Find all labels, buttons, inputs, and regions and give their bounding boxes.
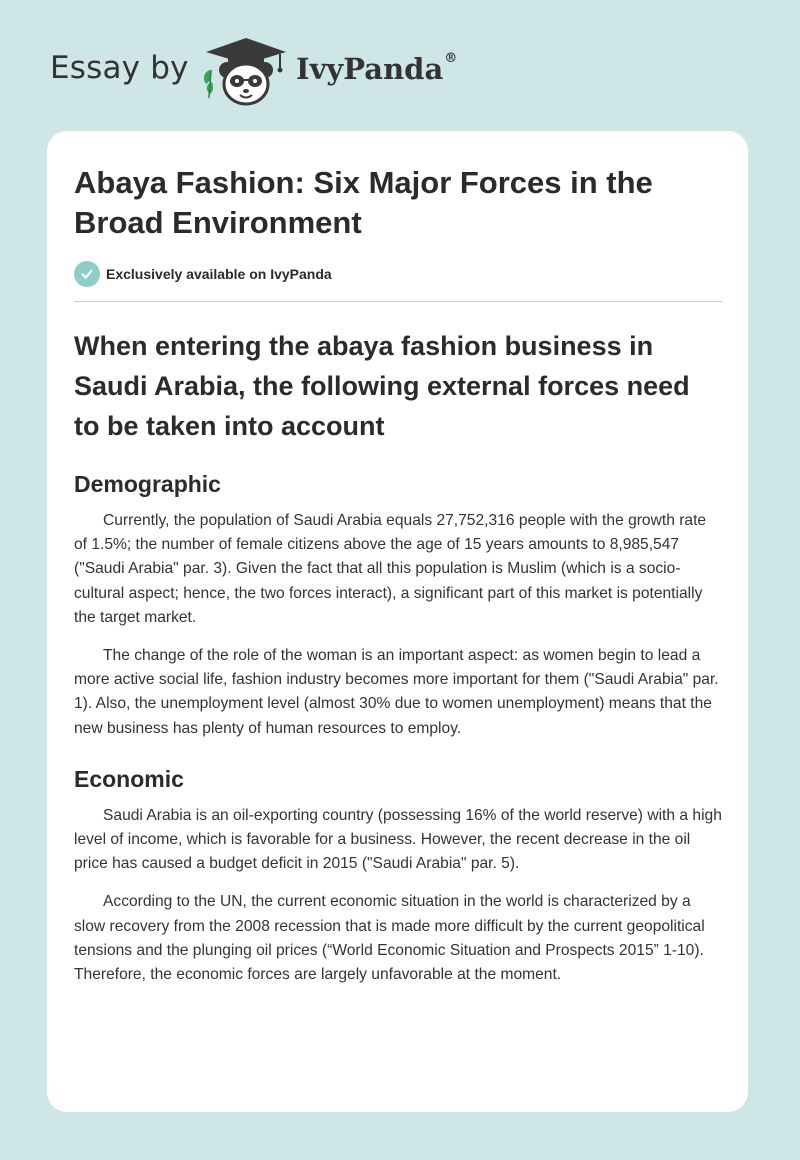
badge-text: Exclusively available on IvyPanda	[106, 266, 332, 282]
paragraph: The change of the role of the woman is an important aspect: as women begin to lead a more active social life, fashion industry becomes more important for them ("Saudi Arabia" par. 1). Also, the unemployment level (almost 30% due to women unemployment) means that the new business has plenty of human resources to employ.	[74, 647, 719, 737]
exclusive-badge	[74, 259, 722, 289]
panda-graduate-icon	[200, 34, 292, 108]
trademark-symbol: ®	[444, 51, 458, 67]
brand-prefix: Essay by	[50, 50, 189, 86]
check-circle-icon	[74, 261, 100, 287]
brand-name[interactable]	[296, 52, 457, 86]
section-heading-economic: Economic	[74, 765, 184, 792]
paragraph: Saudi Arabia is an oil-exporting country (possessing 16% of the world reserve) with a high level of income, which is favorable for a business. However, the recent decrease in the oil price has caused a budget deficit in 2015 ("Saudi Arabia" par. 5).	[74, 806, 722, 873]
site-header	[0, 0, 800, 130]
page-title: Abaya Fashion: Six Major Forces in the Broad Environment	[74, 165, 653, 240]
brand-name-text: IvyPanda	[296, 52, 444, 86]
section-heading-demographic: Demographic	[74, 471, 221, 497]
divider	[74, 301, 722, 302]
essay-card	[47, 131, 748, 1112]
paragraph: According to the UN, the current economic situation in the world is characterized by a slow recovery from the 2008 recession that is made more difficult by the current geopolitical tensions and the plunging oil prices (“World Economic Situation and Prospects 2015” 1-10). Therefore, the economic forces are largely unfavorable at the moment.	[74, 893, 705, 984]
paragraph: Currently, the population of Saudi Arabia equals 27,752,316 people with the growth rate of 1.5%; the number of female citizens above the age of 15 years amounts to 8,985,547 ("Saudi Arabia" par. 3). Given the fact that all this population is Muslim (which is a socio-cultural aspect; hence, the two forces interact), a significant part of this market is potentially the target market.	[74, 512, 707, 626]
main-heading: When entering the abaya fashion business in Saudi Arabia, the following external forces need to be taken into account	[74, 331, 690, 441]
